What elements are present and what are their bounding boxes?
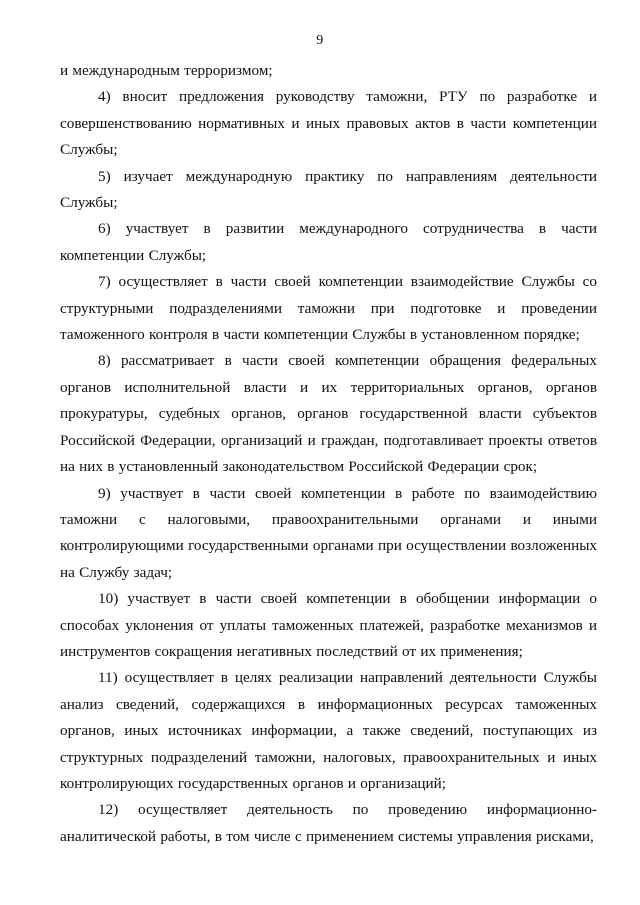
page-number: 9 bbox=[316, 33, 324, 48]
document-body bbox=[60, 58, 597, 850]
paragraph-item-9: 9) участвует в части своей компетенции в работе по взаимодействию таможни с налоговыми, правоохранительными органами и иными контролирующими государственными органами при осуществлении возложенных на Службу задач; bbox=[60, 484, 597, 581]
paragraph-item-5: 5) изучает международную практику по направлениям деятельности Службы; bbox=[60, 167, 597, 212]
paragraph-item-4: 4) вносит предложения руководству таможни, РТУ по разработке и совершенствованию нормативных и иных правовых актов в части компетенции Службы; bbox=[60, 88, 597, 159]
paragraph-item-12: 12) осуществляет деятельность по проведению информационно-аналитической работы, в том числе с применением системы управления рисками, bbox=[60, 801, 597, 845]
paragraph-item-11: 11) осуществляет в целях реализации направлений деятельности Службы анализ сведений, содержащихся в информационных ресурсах таможенных органов, иных источниках информации, а также сведений, поступающих из структурных подразделений таможни, налоговых, правоохранительных и иных контролирующих государственных органов и организаций; bbox=[60, 669, 597, 792]
paragraph-item-7: 7) осуществляет в части своей компетенции взаимодействие Службы со структурными подразделениями таможни при подготовке и проведении таможенного контроля в части компетенции Службы в установленном порядке; bbox=[60, 273, 597, 344]
paragraph-continuation: и международным терроризмом; bbox=[60, 62, 273, 79]
paragraph-item-10: 10) участвует в части своей компетенции в обобщении информации о способах уклонения от уплаты таможенных платежей, разработке механизмов и инструментов сокращения негативных последствий от их применения; bbox=[60, 590, 597, 660]
paragraph-item-8: 8) рассматривает в части своей компетенции обращения федеральных органов исполнительной власти и их территориальных органов, органов прокуратуры, судебных органов, органов государственной власти субъектов Российской Федерации, организаций и граждан, подготавливает проекты ответов на них в установленный законодательством Российской Федерации срок; bbox=[60, 352, 597, 476]
paragraph-item-6: 6) участвует в развитии международного сотрудничества в части компетенции Службы; bbox=[60, 220, 597, 264]
